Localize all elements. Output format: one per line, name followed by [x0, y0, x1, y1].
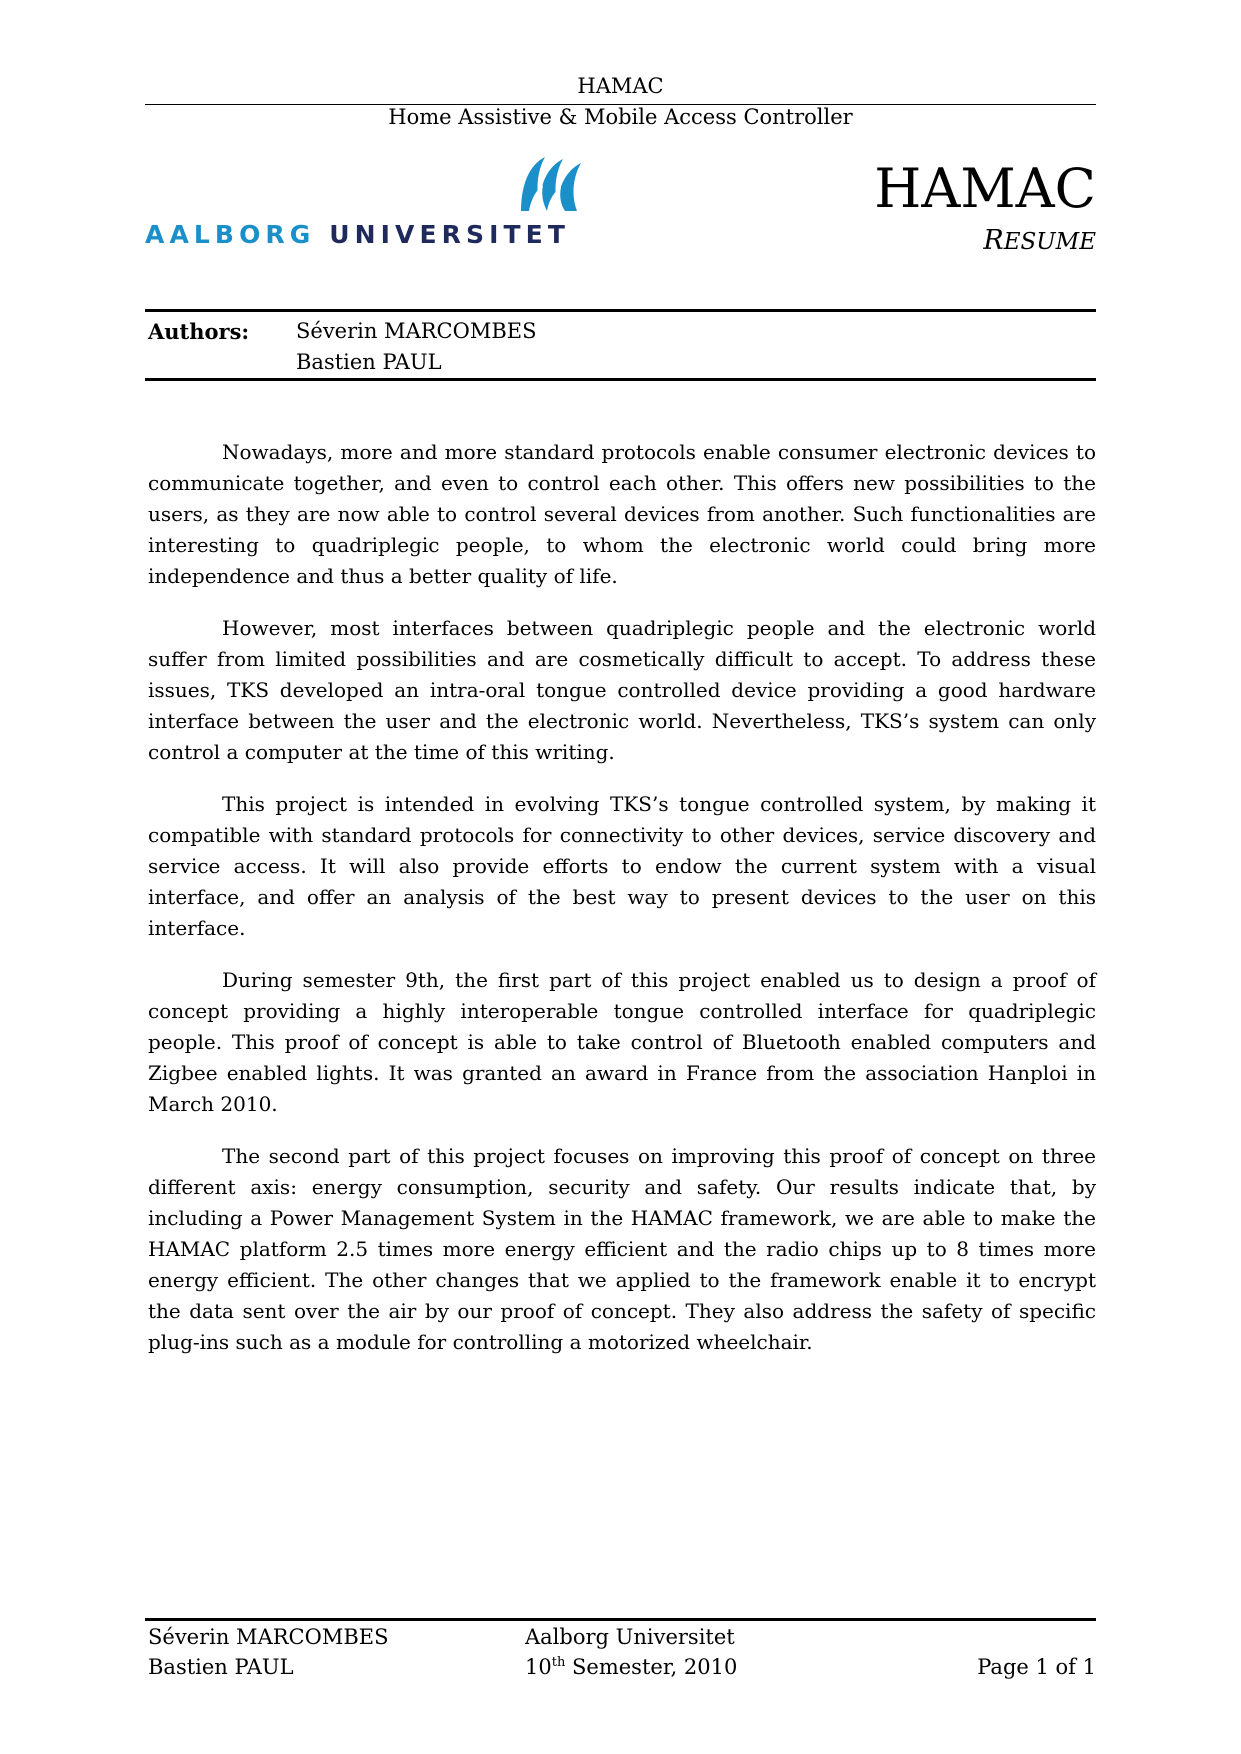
abstract-body [148, 437, 1096, 1379]
author-name: Bastien PAUL [296, 350, 442, 374]
logo-wordmark [145, 220, 570, 249]
authors-top-rule [145, 309, 1096, 312]
waves-logo-icon [519, 155, 589, 213]
author-name: Séverin MARCOMBES [296, 319, 537, 343]
footer-rule [145, 1618, 1096, 1621]
university-logo [145, 155, 645, 255]
abstract-paragraph: Nowadays, more and more standard protocols enable consumer electronic devices to communicate together, and even to control each other. This offers new possibilities to the users, as they are now able to control several devices from another. Such functionalities are interesting to quadriplegic people, to whom the electronic world could bring more independence and thus a better quality of life. [148, 440, 1096, 588]
semester-suffix: th [551, 1655, 566, 1670]
footer-semester [525, 1655, 737, 1679]
running-header-subtitle: Home Assistive & Mobile Access Controller [388, 105, 853, 129]
subtitle-rest: ESUME [1003, 229, 1096, 255]
authors-bottom-rule [145, 378, 1096, 381]
logo-word-universitet: UNIVERSITET [329, 220, 571, 249]
semester-rest: Semester, 2010 [565, 1655, 738, 1679]
logo-word-aalborg: AALBORG [145, 220, 316, 249]
abstract-paragraph: The second part of this project focuses on improving this proof of concept on three different axis: energy consumption, security and safety. Our results indicate that, by including a Power Management System in the HAMAC framework, we are able to make the HAMAC platform 2.5 times more energy efficient and the radio chips up to 8 times more energy efficient. The other changes that we applied to the framework enable it to encrypt the data sent over the air by our proof of concept. They also address the safety of specific plug-ins such as a module for controlling a motorized wheelchair. [148, 1144, 1096, 1354]
document-title: HAMAC [874, 157, 1096, 220]
abstract-paragraph: However, most interfaces between quadriplegic people and the electronic world suffer from limited possibilities and are cosmetically difficult to accept. To address these issues, TKS developed an intra-oral tongue controlled device providing a good hardware interface between the user and the electronic world. Nevertheless, TKS’s system can only control a computer at the time of this writing. [148, 616, 1096, 764]
footer-author: Séverin MARCOMBES [148, 1625, 389, 1649]
document-subtitle [983, 225, 1096, 256]
authors-label: Authors: [148, 319, 250, 344]
abstract-paragraph: During semester 9th, the first part of this project enabled us to design a proof of concept providing a highly interoperable tongue controlled interface for quadriplegic people. This proof of concept is able to take control of Bluetooth enabled computers and Zigbee enabled lights. It was granted an award in France from the association Hanploi in March 2010. [148, 968, 1096, 1116]
subtitle-initial: R [983, 225, 1004, 256]
footer-author: Bastien PAUL [148, 1655, 294, 1679]
running-header-title: HAMAC [577, 74, 664, 98]
abstract-paragraph: This project is intended in evolving TKS’s tongue controlled system, by making it compatible with standard protocols for connectivity to other devices, service discovery and service access. It will also provide efforts to endow the current system with a visual interface, and offer an analysis of the best way to present devices to the user on this interface. [148, 792, 1096, 940]
semester-number: 10 [525, 1655, 552, 1679]
footer-university: Aalborg Universitet [525, 1625, 735, 1649]
page-number: Page 1 of 1 [977, 1655, 1096, 1679]
